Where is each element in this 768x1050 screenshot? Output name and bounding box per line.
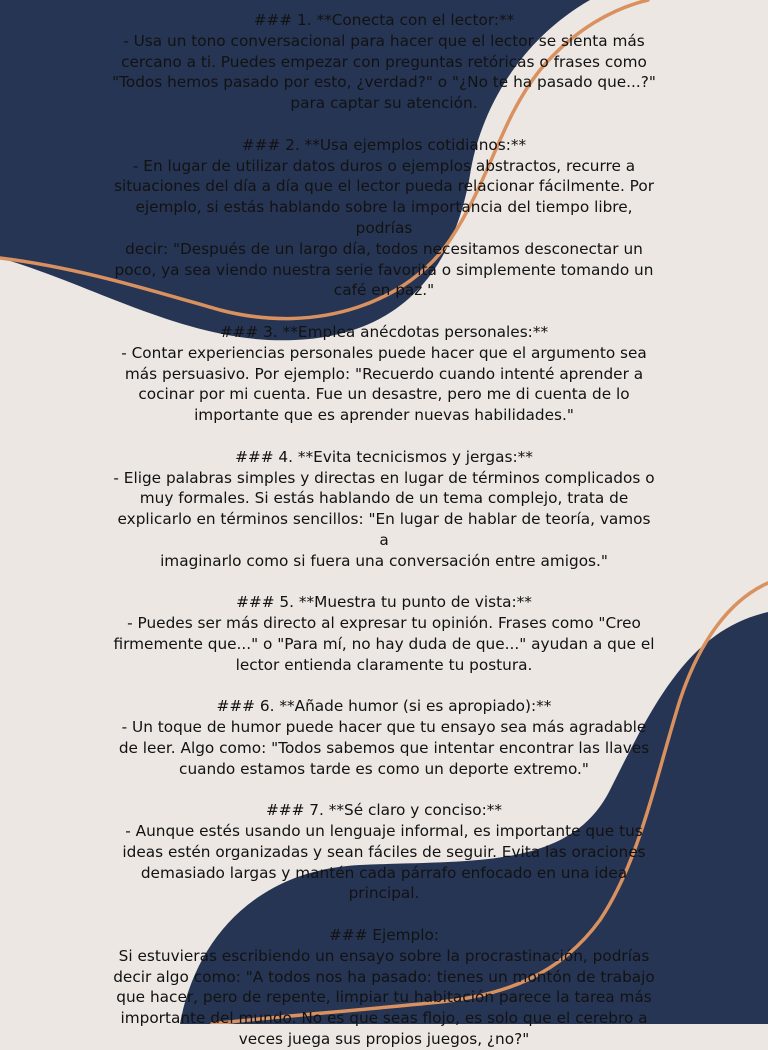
section-body: - Usa un tono conversacional para hacer que el lector se sienta más cercano a ti. Puedes empezar con preguntas retóricas o frases como "Todos hemos pasado por esto, ¿verdad?" o "¿No te ha pasado que...?" para captar su atención. (112, 31, 656, 113)
section-everyday-examples (112, 135, 656, 301)
section-body: Si estuvieras escribiendo un ensayo sobre la procrastinación, podrías decir algo como: "A todos nos ha pasado: tienes un montón de trabajo que hacer, pero de repente, limpiar tu habitación parece la tarea más importante del mundo. No es que seas flojo, es solo que el cerebro a veces juega sus propios juegos, ¿no?" (113, 946, 655, 1049)
section-heading: ### 3. **Emplea anécdotas personales:** (219, 322, 549, 341)
section-example (112, 925, 656, 1050)
document-text (112, 10, 656, 1050)
section-clear-concise (112, 800, 656, 904)
section-heading: ### 1. **Conecta con el lector:** (253, 11, 515, 29)
section-body: - Puedes ser más directo al expresar tu opinión. Frases como "Creo firmemente que..." o "Para mí, no hay duda de que..." ayudan a que el lector entienda claramente tu postura. (113, 614, 655, 674)
section-heading: ### 7. **Sé claro y conciso:** (265, 801, 503, 820)
section-heading: ### 4. **Evita tecnicismos y jergas:** (235, 447, 533, 466)
section-connect-reader (112, 10, 656, 114)
section-point-of-view (112, 592, 656, 675)
section-body: - Un toque de humor puede hacer que tu ensayo sea más agradable de leer. Algo como: "Todos sabemos que intentar encontrar las llaves cuando estamos tarde es como un deporte extremo." (118, 718, 650, 778)
section-body: - Elige palabras simples y directas en lugar de términos complicados o muy formales. Si estás hablando de un tema complejo, trata de explicarlo en términos sencillos: "En lugar de hablar de teoría, vamos a imaginarlo como si fuera una conversación entre amigos." (113, 468, 655, 570)
section-add-humor (112, 696, 656, 779)
section-heading: ### 6. **Añade humor (si es apropiado):** (216, 697, 552, 716)
section-avoid-jargon (112, 447, 656, 572)
section-heading: ### 2. **Usa ejemplos cotidianos:** (241, 135, 527, 154)
section-heading: ### 5. **Muestra tu punto de vista:** (236, 593, 532, 612)
section-body: - En lugar de utilizar datos duros o ejemplos abstractos, recurre a situaciones del día a día que el lector pueda relacionar fácilmente. Por ejemplo, si estás hablando sobre la importancia del tiempo libre, podrías decir: "Después de un largo día, todos necesitamos desconectar un poco, ya sea viendo nuestra serie favorita o simplemente tomando un café en paz." (113, 156, 654, 300)
section-body: - Aunque estés usando un lenguaje informal, es importante que tus ideas estén organizadas y sean fáciles de seguir. Evita las oraciones demasiado largas y mantén cada párrafo enfocado en una idea principal. (122, 822, 646, 903)
section-body: - Contar experiencias personales puede hacer que el argumento sea más persuasivo. Por ejemplo: "Recuerdo cuando intenté aprender a cocinar por mi cuenta. Fue un desastre, pero me di cuenta de lo importante que es aprender nuevas habilidades." (121, 343, 647, 425)
section-heading: ### Ejemplo: (328, 926, 439, 945)
section-personal-anecdotes (112, 322, 656, 426)
